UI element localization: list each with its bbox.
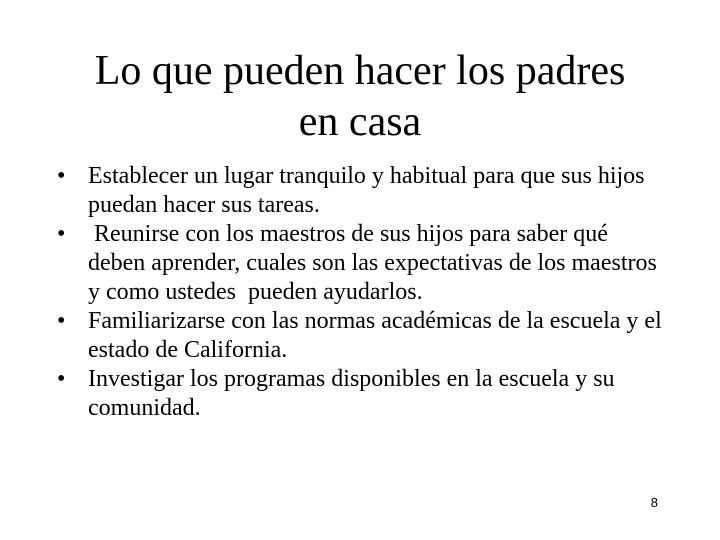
slide-title (30, 46, 690, 148)
bullet-dot-icon: • (57, 308, 66, 334)
bullet-item-meet-teachers (57, 220, 667, 307)
slide-title-line-2: en casa (298, 99, 422, 145)
bullet-text-research-programs: Investigar los programas disponibles en la escuela y su comunidad. (88, 366, 615, 421)
bullet-item-research-programs (57, 365, 667, 423)
bullet-text-meet-teachers: Reunirse con los maestros de sus hijos para saber qué deben aprender, cuales son las expectativas de los maestros y como ustedes pueden ayudarlos. (88, 221, 663, 305)
bullet-text-quiet-place: Establecer un lugar tranquilo y habitual para que sus hijos puedan hacer sus tareas. (88, 163, 645, 218)
slide-title-line-1: Lo que pueden hacer los padres (94, 48, 626, 94)
bullet-text-academic-standards: Familiarizarse con las normas académicas de la escuela y el estado de California. (88, 308, 662, 363)
page-number: 8 (650, 495, 658, 510)
bullet-list (57, 162, 667, 423)
bullet-item-academic-standards (57, 307, 667, 365)
bullet-dot-icon: • (57, 163, 66, 189)
bullet-dot-icon: • (57, 366, 66, 392)
bullet-dot-icon: • (57, 221, 66, 247)
bullet-item-quiet-place (57, 162, 667, 220)
